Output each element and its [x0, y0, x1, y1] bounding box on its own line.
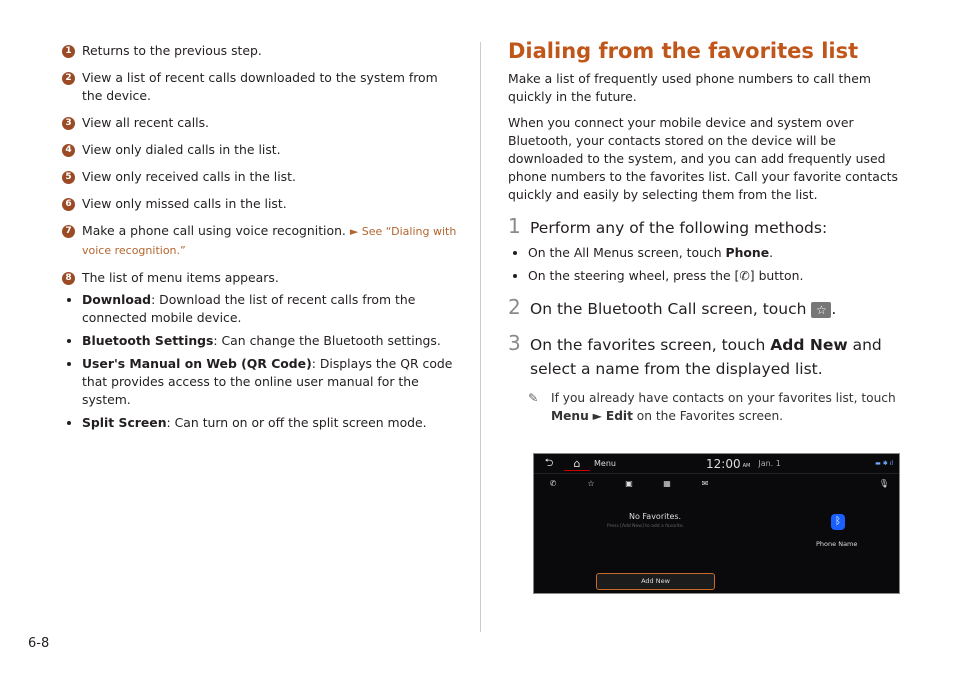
note-icon: ✎ — [528, 391, 539, 405]
ampm: AM — [742, 462, 751, 469]
clock: 12:00 — [706, 456, 741, 471]
numbered-item — [62, 141, 457, 159]
numbered-item — [62, 114, 457, 132]
item-text: The list of menu items appears. — [82, 270, 279, 285]
item-text: View a list of recent calls downloaded to the system from the device. — [82, 70, 438, 103]
step-1: 1 Perform any of the following methods: — [508, 214, 828, 238]
method-item: • On the steering wheel, press the [✆] button. — [528, 267, 908, 285]
favorites-screen-image — [533, 453, 900, 594]
intro-paragraph: Make a list of frequently used phone numbers to call them quickly in the future. — [508, 71, 871, 104]
item-text: View only dialed calls in the list. — [82, 142, 281, 157]
note: ✎ If you already have contacts on your favorites list, touch Menu ► Edit on the Favorites screen. — [528, 391, 896, 423]
number-badge: 2 — [62, 72, 75, 85]
column-divider — [480, 42, 481, 632]
phone-name: Phone Name — [816, 540, 858, 548]
number-badge: 8 — [62, 272, 75, 285]
status-icons: ▬ ✱ ıl — [875, 460, 893, 467]
keypad-tab-icon: ▦ — [663, 479, 671, 488]
empty-message: No Favorites. — [629, 512, 682, 521]
numbered-item — [62, 195, 457, 213]
step-text: On the Bluetooth Call screen, touch — [530, 300, 812, 318]
bluetooth-icon: ᛒ — [831, 514, 845, 530]
mic-icon: 🎙 — [878, 479, 889, 488]
step-2: 2 On the Bluetooth Call screen, touch ☆ . — [508, 295, 837, 319]
item-text: Make a phone call using voice recognition. — [82, 223, 346, 238]
number-badge: 7 — [62, 225, 75, 238]
method-item: • On the All Menus screen, touch Phone. — [528, 244, 908, 262]
add-new-button: Add New — [596, 573, 715, 590]
menu-item: • Split Screen: Can turn on or off the split screen mode. — [82, 414, 457, 432]
menu-items-list — [62, 291, 457, 432]
numbered-item — [62, 222, 457, 260]
item-text: View only received calls in the list. — [82, 169, 296, 184]
menu-item: • Bluetooth Settings: Can change the Bluetooth settings. — [82, 332, 457, 350]
back-icon: ⮌ — [544, 456, 554, 469]
number-badge: 1 — [62, 45, 75, 58]
item-text: Returns to the previous step. — [82, 43, 262, 58]
numbered-item — [62, 269, 457, 287]
item-text: View all recent calls. — [82, 115, 209, 130]
item-text: View only missed calls in the list. — [82, 196, 287, 211]
phone-icon: ✆ — [739, 268, 750, 283]
description-paragraph: When you connect your mobile device and system over Bluetooth, your contacts stored on the device will be downloaded to the system, and you can add frequently used phone numbers to the favorites list. Call your favorite contacts quickly and easily by selecting them from the list. — [508, 115, 898, 202]
step-text: Perform any of the following methods: — [530, 219, 828, 237]
menu-item: • Download: Download the list of recent calls from the connected mobile device. — [82, 291, 457, 327]
number-badge: 6 — [62, 198, 75, 211]
step-3: 3 On the favorites screen, touch Add New and select a name from the displayed list. — [508, 331, 882, 378]
menu-item: • User's Manual on Web (QR Code): Displays the QR code that provides access to the online user manual for the system. — [82, 355, 457, 409]
star-icon: ☆ — [811, 302, 831, 318]
favorites-tab-icon: ☆ — [587, 479, 595, 488]
messages-tab-icon: ✉ — [701, 479, 709, 488]
cross-reference-link[interactable]: ► See “Dialing with voice recognition.” — [82, 225, 457, 257]
recent-calls-tab-icon: ✆ — [549, 479, 557, 488]
number-badge: 4 — [62, 144, 75, 157]
empty-hint: Press [Add New] to add a favorite. — [607, 524, 685, 529]
numbered-item — [62, 42, 457, 60]
page-number: 6-8 — [28, 636, 50, 651]
left-column — [62, 42, 457, 437]
menu-button: Menu — [594, 459, 616, 468]
numbered-item — [62, 168, 457, 186]
numbered-item — [62, 69, 457, 105]
number-badge: 3 — [62, 117, 75, 130]
section-title: Dialing from the favorites list — [508, 39, 859, 63]
number-badge: 5 — [62, 171, 75, 184]
right-column — [508, 39, 908, 425]
home-icon: ⌂ — [564, 457, 590, 471]
date: Jan. 1 — [758, 459, 781, 468]
contacts-tab-icon: ▣ — [625, 479, 633, 488]
